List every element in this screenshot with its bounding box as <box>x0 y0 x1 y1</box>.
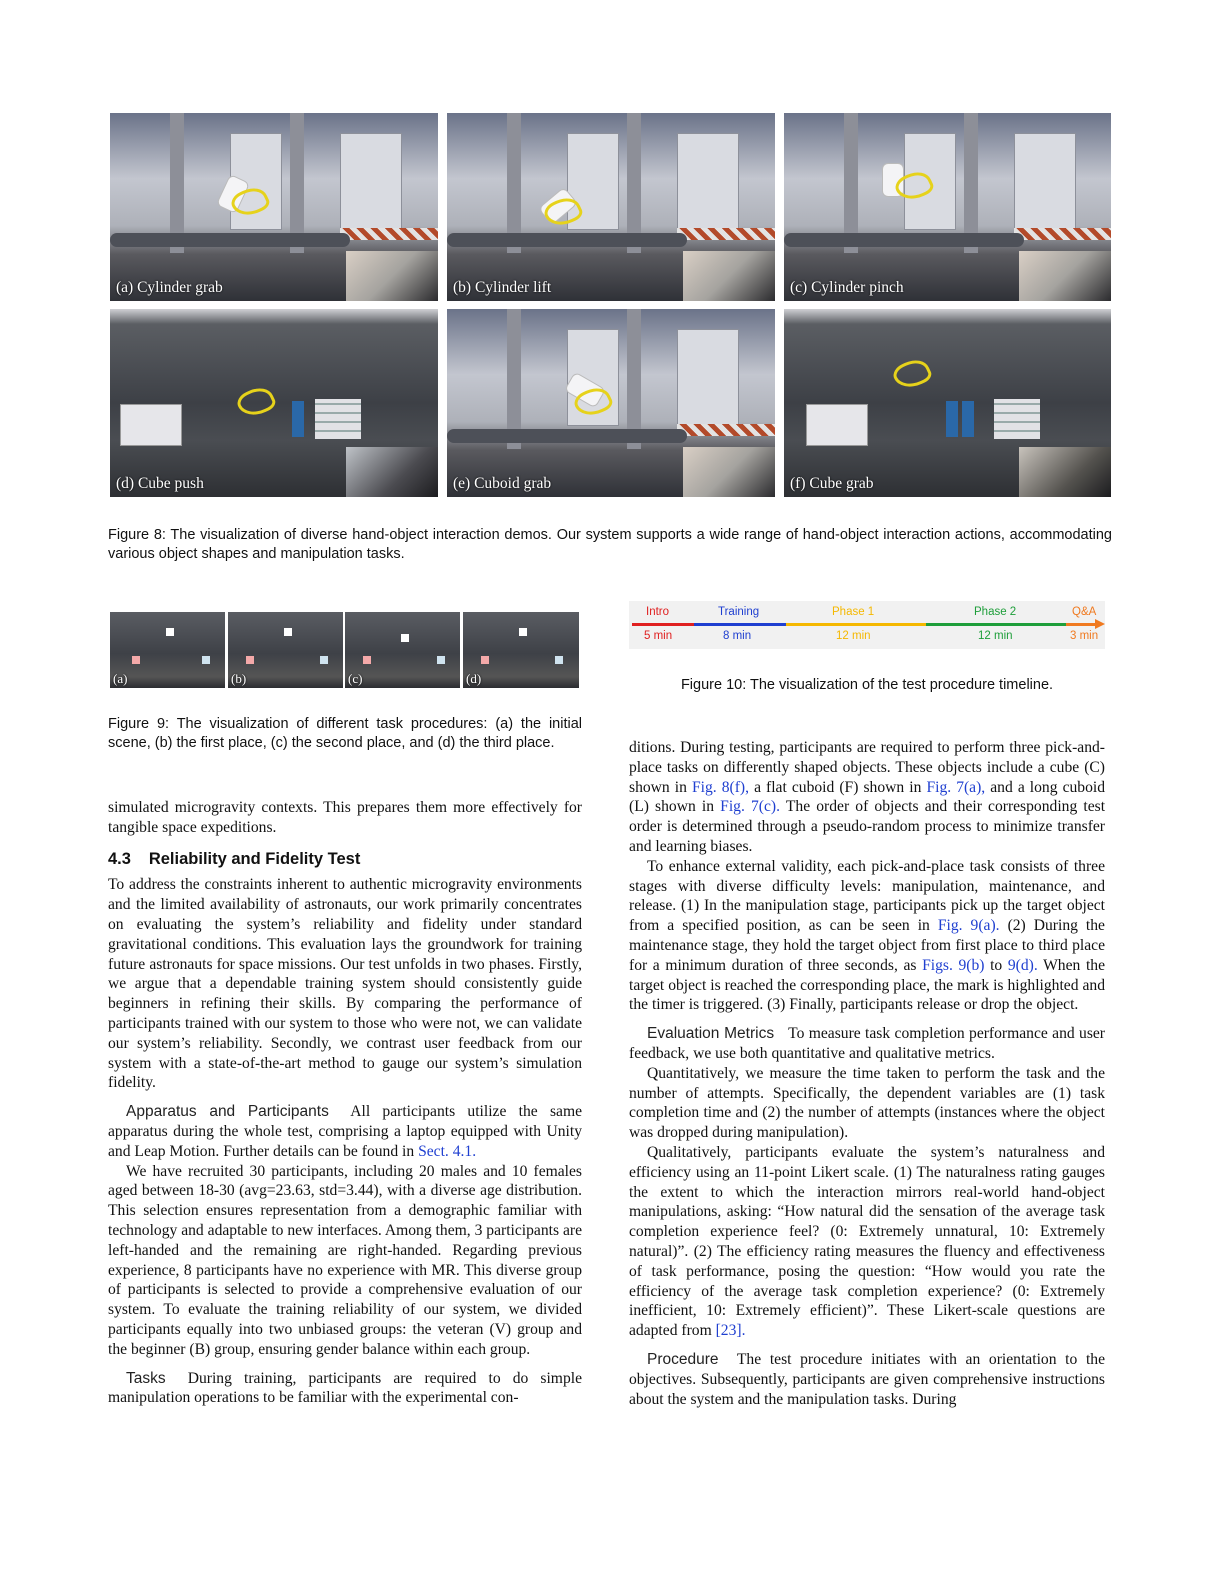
paragraph-tasks <box>108 1369 582 1409</box>
timeline-duration-qa: 3 min <box>1070 630 1099 642</box>
fig9-label-b: (b) <box>231 671 247 686</box>
paragraph-stages <box>629 857 1105 1015</box>
fig8-label-c: (c) Cylinder pinch <box>790 279 904 296</box>
timeline-seg-qa <box>1066 623 1096 626</box>
timeline-label-phase1: Phase 1 <box>832 606 875 618</box>
paragraph-intro: To address the constraints inherent to authentic microgravity environments and the limited availability of astronauts, our work primarily concentrates on evaluating the system’s reliability and fidelity under standard gravitational conditions. This evaluation lays the groundwork for training future astronauts for space missions. Our test unfolds in two phases. Firstly, we argue that a dependable training system should consistently guide beginners in refining their skills. By comparing the performance of participants trained with our system to those who were not, we can validate our system’s reliability. Secondly, we contrast user feedback from our system with a state-of-the-art method to gauge our system’s simulation fidelity. <box>108 876 582 1092</box>
timeline-seg-phase1 <box>786 623 926 626</box>
paragraph-continuation: simulated microgravity contexts. This prepares them more effectively for tangible space expeditions. <box>108 799 582 836</box>
text-run: (2) During the maintenance stage, they hold the target object from first place to third place for a minimum duration of three seconds, as <box>629 917 1105 974</box>
ref-citation-23[interactable]: [23]. <box>715 1322 746 1340</box>
fig9-panel-a <box>110 612 225 688</box>
figure-9-caption: Figure 9: The visualization of different task procedures: (a) the initial scene, (b) the first place, (c) the second place, and (d) the third place. <box>108 716 582 751</box>
ref-fig-8f[interactable]: Fig. 8(f), <box>691 778 749 796</box>
webcam-inset <box>346 251 438 301</box>
figure-10-caption: Figure 10: The visualization of the test procedure timeline. <box>680 677 1054 693</box>
fig8-label-d: (d) Cube push <box>116 475 204 492</box>
runin-apparatus: Apparatus and Participants <box>126 1103 329 1121</box>
fig8-panel-b <box>447 113 775 301</box>
fig8-label-a: (a) Cylinder grab <box>116 279 223 296</box>
fig9-panel-b <box>228 612 343 688</box>
evaluation-text: To measure task completion performance and user feedback, we use both quantitative and qualitative metrics. <box>629 1025 1105 1062</box>
paragraph-qualitative <box>629 1143 1105 1341</box>
fig8-panel-e <box>447 309 775 497</box>
runin-tasks: Tasks <box>126 1369 166 1387</box>
ref-fig-9d[interactable]: 9(d). <box>1007 956 1038 974</box>
right-column <box>629 738 1105 1409</box>
ref-fig-9b[interactable]: Figs. 9(b) <box>922 956 985 974</box>
paragraph-conditions <box>629 738 1105 857</box>
text-run: to <box>990 956 1003 974</box>
timeline-label-intro: Intro <box>646 606 670 618</box>
procedure-text: The test procedure initiates with an orientation to the objectives. Subsequently, participants are given comprehensive instructions about the system and the manipulation tasks. During <box>629 1350 1105 1408</box>
timeline-label-training: Training <box>718 606 760 618</box>
apparatus-text: All participants utilize the same apparatus during the whole test, comprising a laptop equipped with Unity and Leap Motion. Further details can be found in <box>108 1103 582 1160</box>
section-number: 4.3 <box>108 849 131 868</box>
fig9-label-d: (d) <box>466 671 482 686</box>
ref-fig-7a[interactable]: Fig. 7(a), <box>926 778 986 796</box>
fig9-label-c: (c) <box>348 671 363 686</box>
paragraph-participants: We have recruited 30 participants, including 20 males and 10 females aged between 18-30 (avg=23.63, std=3.44), with a diverse age distribution. This selection ensures representation from a demographic familiar with technology and adaptable to new interfaces. Among them, 3 participants are left-handed and the remaining are right-handed. Regarding previous experience, 8 participants have no experience with MR. This diverse group of participants is selected to provide a comprehensive evaluation of our system. To evaluate the training reliability of our system, we divided participants equally into two unbiased groups: the veteran (V) group and the beginner (B) group, ensuring gender balance within each group. <box>108 1162 582 1358</box>
fig9-label-a: (a) <box>113 671 128 686</box>
timeline-duration-phase2: 12 min <box>978 630 1013 642</box>
runin-procedure: Procedure <box>647 1350 719 1368</box>
fig9-panel-c <box>345 612 460 688</box>
runin-evaluation: Evaluation Metrics <box>647 1025 775 1043</box>
fig8-panel-f <box>784 309 1111 497</box>
webcam-inset <box>1019 447 1111 497</box>
webcam-inset <box>1019 251 1111 301</box>
fig8-label-f: (f) Cube grab <box>790 475 874 492</box>
fig8-label-e: (e) Cuboid grab <box>453 475 552 492</box>
fig8-label-b: (b) Cylinder lift <box>453 279 552 296</box>
paragraph-procedure <box>629 1350 1105 1409</box>
timeline-seg-training <box>694 623 786 626</box>
ref-sect-4-1[interactable]: Sect. 4.1. <box>418 1142 477 1160</box>
timeline-seg-phase2 <box>926 623 1066 626</box>
fig8-panel-a <box>110 113 438 301</box>
text-run: a flat cuboid (F) shown in <box>754 778 922 796</box>
section-title: Reliability and Fidelity Test <box>148 849 361 868</box>
text-run: and a long cuboid (L) shown in <box>629 778 1106 816</box>
timeline-arrowhead <box>1095 619 1105 629</box>
left-column <box>108 798 582 1408</box>
timeline-duration-phase1: 12 min <box>836 630 871 642</box>
timeline-duration-training: 8 min <box>723 630 752 642</box>
paragraph-apparatus <box>108 1102 582 1161</box>
fig8-panel-d <box>110 309 438 497</box>
fig9-panel-d <box>463 612 579 688</box>
ref-fig-9a[interactable]: Fig. 9(a). <box>937 917 1000 935</box>
paragraph-evaluation <box>629 1024 1105 1064</box>
ref-fig-7c[interactable]: Fig. 7(c). <box>720 798 781 816</box>
text-run: When the target object is reached the corresponding place, the mark is highlighted and the timer is triggered. (3) Finally, participants release or drop the object. <box>629 956 1105 1014</box>
figure-8-caption: Figure 8: The visualization of diverse hand-object interaction demos. Our system supports a wide range of hand-object interaction actions, accommodating various object shapes and manipulation tasks. <box>108 527 1112 562</box>
text-run: ditions. During testing, participants are required to perform three pick-and-place tasks on differently shaped objects. These objects include a cube (C) shown in <box>629 739 1105 796</box>
paragraph-quantitative: Quantitatively, we measure the time taken to perform the task and the number of attempts. Specifically, the dependent variables are (1) task completion time and (2) the number of attempts (instances where the object was dropped during manipulation). <box>629 1064 1105 1142</box>
webcam-inset <box>683 447 775 497</box>
timeline-duration-intro: 5 min <box>644 630 673 642</box>
text-run: Qualitatively, participants evaluate the system’s naturalness and efficiency using an 11-point Likert scale. (1) The naturalness rating gauges the extent to which the interaction mirrors real-world hand-object manipulations, asking: “How natural did the sensation of the average task completion experience feel? (0: Extremely unnatural, 10: Extremely natural)”. (2) The efficiency rating measures the fluency and effectiveness of task performance, posing the question: “How would you rate the efficiency of the average task completion experience? (0: Extremely inefficient, 10: Extremely efficient)”. These Likert-scale questions are adapted from <box>629 1143 1105 1340</box>
tasks-text: During training, participants are required to do simple manipulation operations to be familiar with the experimental con- <box>108 1369 582 1407</box>
timeline-label-phase2: Phase 2 <box>974 606 1017 618</box>
fig8-panel-c <box>784 113 1111 301</box>
timeline-seg-intro <box>632 623 694 626</box>
text-run: The order of objects and their corresponding test order is determined through a pseudo-random process to minimize transfer and learning biases. <box>629 798 1106 855</box>
webcam-inset <box>683 251 775 301</box>
section-heading <box>108 850 582 870</box>
webcam-inset <box>346 447 438 497</box>
text-run: To enhance external validity, each pick-and-place task consists of three stages with diverse difficulty levels: manipulation, maintenance, and release. (1) In the manipulation stage, participants pick up the target object from a specified position, as can be seen in <box>629 857 1105 935</box>
timeline-label-qa: Q&A <box>1072 606 1097 618</box>
